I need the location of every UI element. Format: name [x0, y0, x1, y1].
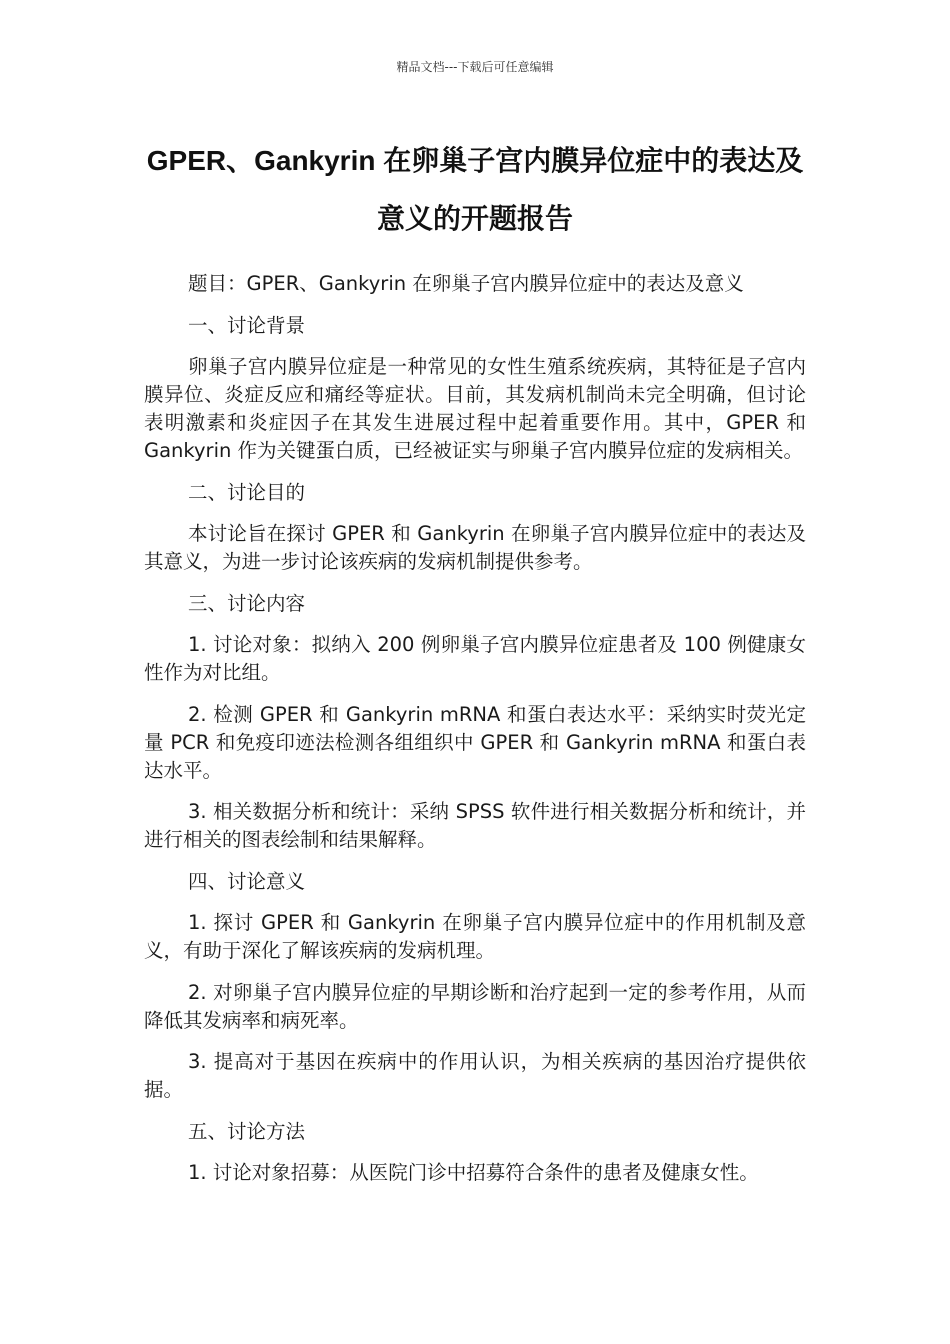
header-note: 精品文档---下载后可任意编辑	[396, 60, 554, 74]
content-item-2: 2. 检测 GPER 和 Gankyrin mRNA 和蛋白表达水平：采纳实时荧光定量 PCR 和免疫印迹法检测各组组织中 GPER 和 Gankyrin mRNA 和蛋白表达水平。	[144, 702, 806, 782]
content-item-1: 1. 讨论对象：拟纳入 200 例卵巢子宫内膜异位症患者及 100 例健康女性作为对比组。	[144, 633, 806, 684]
section-heading-significance: 四、讨论意义	[188, 869, 306, 893]
section-heading-purpose: 二、讨论目的	[188, 480, 306, 504]
methods-item-1: 1. 讨论对象招募：从医院门诊中招募符合条件的患者及健康女性。	[188, 1161, 759, 1184]
document-title: GPER、Gankyrin 在卵巢子宫内膜异位症中的表达及意义的开题报告	[146, 145, 804, 234]
purpose-paragraph: 本讨论旨在探讨 GPER 和 Gankyrin 在卵巢子宫内膜异位症中的表达及其意义，为进一步讨论该疾病的发病机制提供参考。	[144, 522, 806, 573]
background-paragraph: 卵巢子宫内膜异位症是一种常见的女性生殖系统疾病，其特征是子宫内膜异位、炎症反应和痛经等症状。目前，其发病机制尚未完全明确，但讨论表明激素和炎症因子在其发生进展过程中起着重要作用。其中，GPER 和 Gankyrin 作为关键蛋白质，已经被证实与卵巢子宫内膜异位症的发病相关。	[144, 355, 806, 462]
document-body	[144, 270, 806, 1201]
significance-item-1: 1. 探讨 GPER 和 Gankyrin 在卵巢子宫内膜异位症中的作用机制及意义，有助于深化了解该疾病的发病机理。	[144, 911, 806, 962]
section-heading-content: 三、讨论内容	[188, 591, 306, 615]
topic-line: 题目：GPER、Gankyrin 在卵巢子宫内膜异位症中的表达及意义	[188, 272, 744, 295]
section-heading-background: 一、讨论背景	[188, 313, 306, 337]
significance-item-3: 3. 提高对于基因在疾病中的作用认识，为相关疾病的基因治疗提供依据。	[144, 1050, 806, 1101]
section-heading-methods: 五、讨论方法	[188, 1119, 306, 1143]
content-item-3: 3. 相关数据分析和统计：采纳 SPSS 软件进行相关数据分析和统计，并进行相关的图表绘制和结果解释。	[144, 800, 806, 851]
significance-item-2: 2. 对卵巢子宫内膜异位症的早期诊断和治疗起到一定的参考作用，从而降低其发病率和病死率。	[144, 980, 806, 1032]
